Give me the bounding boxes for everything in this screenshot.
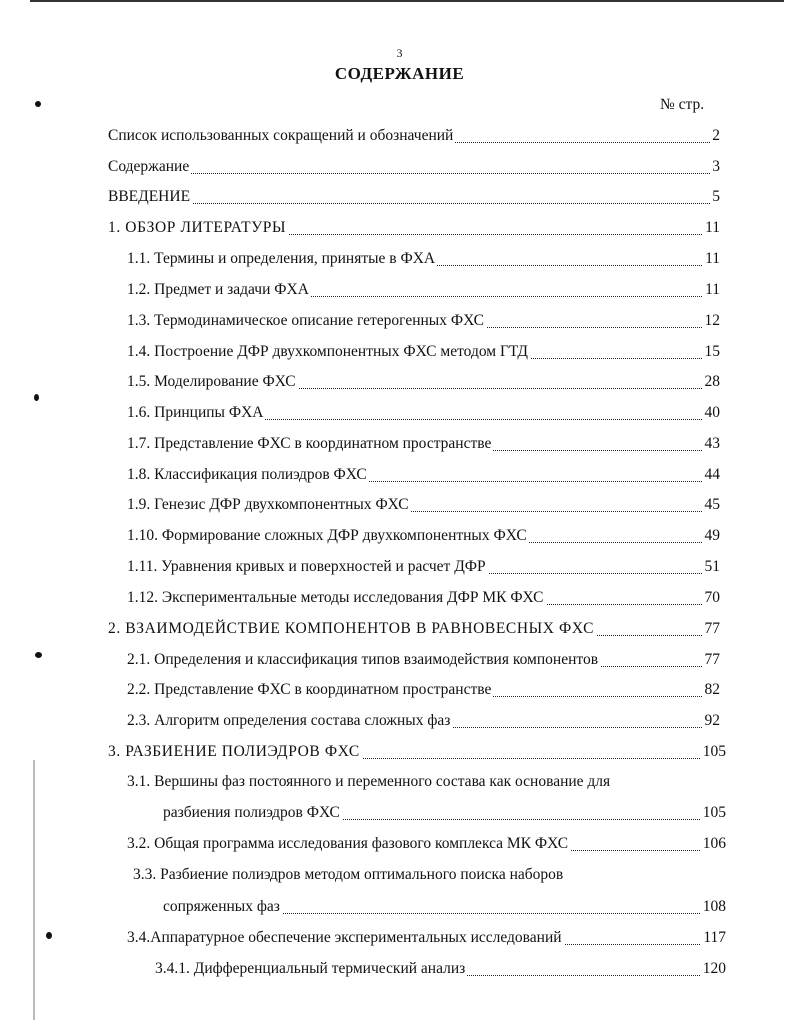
toc-entry: 3.4.Аппаратурное обеспечение экспериментальных исследований 117 xyxy=(127,929,726,946)
page-column-label: № стр. xyxy=(660,96,705,113)
toc-entry: 1.1. Термины и определения, принятые в ФХА 11 xyxy=(127,250,720,267)
top-border-line xyxy=(30,0,784,2)
toc-entry-line1: 3.3. Разбиение полиэдров методом оптимального поиска наборов xyxy=(133,866,564,883)
toc-entry: 1.8. Классификация полиэдров ФХС 44 xyxy=(127,466,720,483)
page-title: СОДЕРЖАНИЕ xyxy=(334,64,465,83)
toc-chapter: 3. РАЗБИЕНИЕ ПОЛИЭДРОВ ФХС 105 xyxy=(108,743,726,760)
toc-entry: 1.5. Моделирование ФХС 28 xyxy=(127,373,720,390)
scan-mark xyxy=(35,652,42,658)
page-number: 3 xyxy=(396,46,403,60)
scan-edge-line xyxy=(33,760,35,1020)
scan-mark xyxy=(46,932,52,939)
toc-entry: 2.2. Представление ФХС в координатном пространстве 82 xyxy=(127,681,720,698)
toc-entry: Список использованных сокращений и обозначений 2 xyxy=(108,127,720,144)
scan-mark xyxy=(35,101,41,107)
toc-entry: 3.4.1. Дифференциальный термический анализ 120 xyxy=(155,960,726,977)
scan-mark xyxy=(34,394,39,401)
toc-entry-line2: разбиения полиэдров ФХС 105 xyxy=(163,804,726,821)
toc-entry-line1: 3.1. Вершины фаз постоянного и переменного состава как основание для xyxy=(127,773,611,790)
toc-entry: 1.3. Термодинамическое описание гетерогенных ФХС 12 xyxy=(127,312,720,329)
toc-entry-line2: сопряженных фаз 108 xyxy=(163,898,726,915)
toc-entry: 3.2. Общая программа исследования фазового комплекса МК ФХС 106 xyxy=(127,835,726,852)
toc-entry: 1.7. Представление ФХС в координатном пространстве 43 xyxy=(127,435,720,452)
toc-entry: 1.10. Формирование сложных ДФР двухкомпонентных ФХС 49 xyxy=(127,527,720,544)
toc-chapter: 2. ВЗАИМОДЕЙСТВИЕ КОМПОНЕНТОВ В РАВНОВЕСНЫХ ФХС 77 xyxy=(108,620,720,637)
toc-entry: 1.12. Экспериментальные методы исследования ДФР МК ФХС 70 xyxy=(127,589,720,606)
toc-entry: 1.9. Генезис ДФР двухкомпонентных ФХС 45 xyxy=(127,496,720,513)
toc-chapter: 1. ОБЗОР ЛИТЕРАТУРЫ 11 xyxy=(108,219,720,236)
toc-entry: 2.3. Алгоритм определения состава сложных фаз 92 xyxy=(127,712,720,729)
toc-entry: 1.11. Уравнения кривых и поверхностей и расчет ДФР 51 xyxy=(127,558,720,575)
toc-entry: ВВЕДЕНИЕ 5 xyxy=(108,188,720,205)
toc-entry: 1.4. Построение ДФР двухкомпонентных ФХС методом ГТД 15 xyxy=(127,343,720,360)
toc-entry: Содержание 3 xyxy=(108,158,720,175)
toc-entry: 1.6. Принципы ФХА 40 xyxy=(127,404,720,421)
toc-entry: 2.1. Определения и классификация типов взаимодействия компонентов 77 xyxy=(127,651,720,668)
toc-entry: 1.2. Предмет и задачи ФХА 11 xyxy=(127,281,720,298)
